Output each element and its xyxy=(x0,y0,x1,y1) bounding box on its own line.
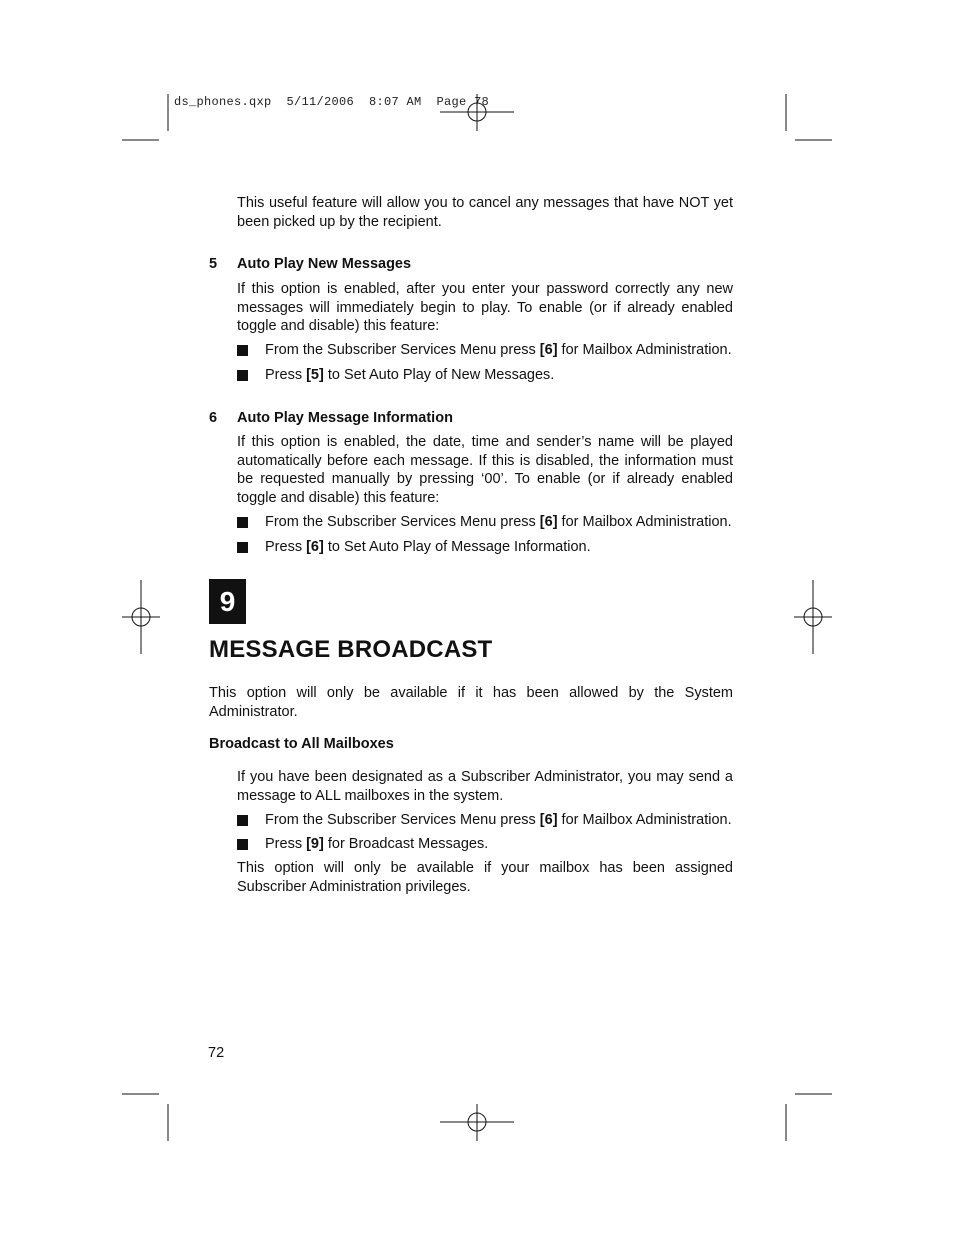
page-number: 72 xyxy=(208,1045,225,1061)
bullet-square xyxy=(237,370,248,381)
section-6-bullet-1: From the Subscriber Services Menu press [6] for Mailbox Administration. xyxy=(265,514,732,530)
section-5-heading: Auto Play New Messages xyxy=(237,256,412,272)
section-5-body: If this option is enabled, after you enter your password correctly any new messages will immediately begin to play. To enable (or if already enabled toggle and disable) this feature: xyxy=(237,281,733,335)
section-6-heading: Auto Play Message Information xyxy=(237,410,453,426)
chapter-intro: This option will only be available if it has been allowed by the System Administrator. xyxy=(209,685,733,720)
section-6-number: 6 xyxy=(209,410,218,426)
slug-line: ds_phones.qxp 5/11/2006 8:07 AM Page 78 xyxy=(174,95,490,109)
bullet-square xyxy=(237,345,248,356)
bullet-square xyxy=(237,542,248,553)
section-5-bullet-1: From the Subscriber Services Menu press [6] for Mailbox Administration. xyxy=(265,342,732,358)
broadcast-note: This option will only be available if your mailbox has been assigned Subscriber Administration privileges. xyxy=(237,860,733,895)
broadcast-subheading: Broadcast to All Mailboxes xyxy=(209,736,394,752)
section-5-number: 5 xyxy=(209,256,218,272)
bullet-square xyxy=(237,815,248,826)
section-6-bullet-2: Press [6] to Set Auto Play of Message Information. xyxy=(265,539,591,555)
broadcast-body: If you have been designated as a Subscriber Administrator, you may send a message to ALL mailboxes in the system. xyxy=(237,769,733,804)
bullet-square xyxy=(237,839,248,850)
chapter-title: MESSAGE BROADCAST xyxy=(209,636,493,663)
bullet-square xyxy=(237,517,248,528)
broadcast-bullet-1: From the Subscriber Services Menu press [6] for Mailbox Administration. xyxy=(265,812,732,828)
broadcast-bullet-2: Press [9] for Broadcast Messages. xyxy=(265,836,489,852)
section-6-body: If this option is enabled, the date, time and sender’s name will be played automatically before each message. If this is disabled, the information must be requested manually by pressing ‘00’. To enable (or if already enabled toggle and disable) this feature: xyxy=(237,434,733,506)
section-5-bullet-2: Press [5] to Set Auto Play of New Messages. xyxy=(265,367,555,383)
intro-paragraph: This useful feature will allow you to cancel any messages that have NOT yet been picked up by the recipient. xyxy=(237,195,733,230)
chapter-number-box: 9 xyxy=(209,579,246,624)
